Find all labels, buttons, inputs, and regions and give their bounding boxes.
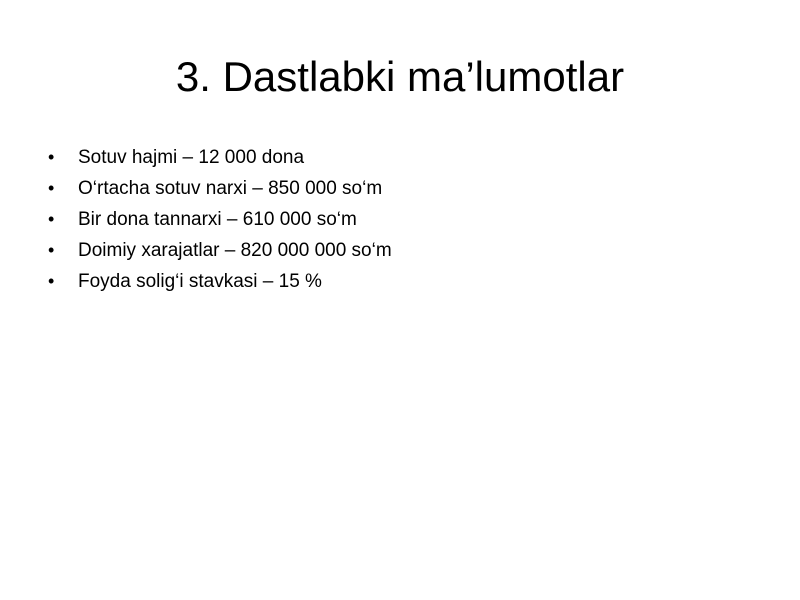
list-item-text: Bir dona tannarxi – 610 000 so‘m bbox=[78, 208, 357, 230]
bullet-icon: • bbox=[48, 147, 55, 167]
list-item bbox=[48, 235, 748, 266]
slide-title: 3. Dastlabki ma’lumotlar bbox=[175, 53, 625, 100]
bullet-icon: • bbox=[48, 271, 55, 291]
bullet-icon: • bbox=[48, 209, 55, 229]
list-item bbox=[48, 266, 748, 297]
list-item-text: Doimiy xarajatlar – 820 000 000 so‘m bbox=[78, 239, 392, 261]
list-item bbox=[48, 142, 748, 173]
list-item bbox=[48, 173, 748, 204]
list-item-text: O‘rtacha sotuv narxi – 850 000 so‘m bbox=[78, 177, 383, 199]
bullet-list bbox=[48, 142, 748, 297]
bullet-icon: • bbox=[48, 178, 55, 198]
list-item-text: Sotuv hajmi – 12 000 dona bbox=[78, 146, 305, 168]
bullet-icon: • bbox=[48, 240, 55, 260]
list-item-text: Foyda solig‘i stavkasi – 15 % bbox=[78, 270, 322, 292]
list-item bbox=[48, 204, 748, 235]
